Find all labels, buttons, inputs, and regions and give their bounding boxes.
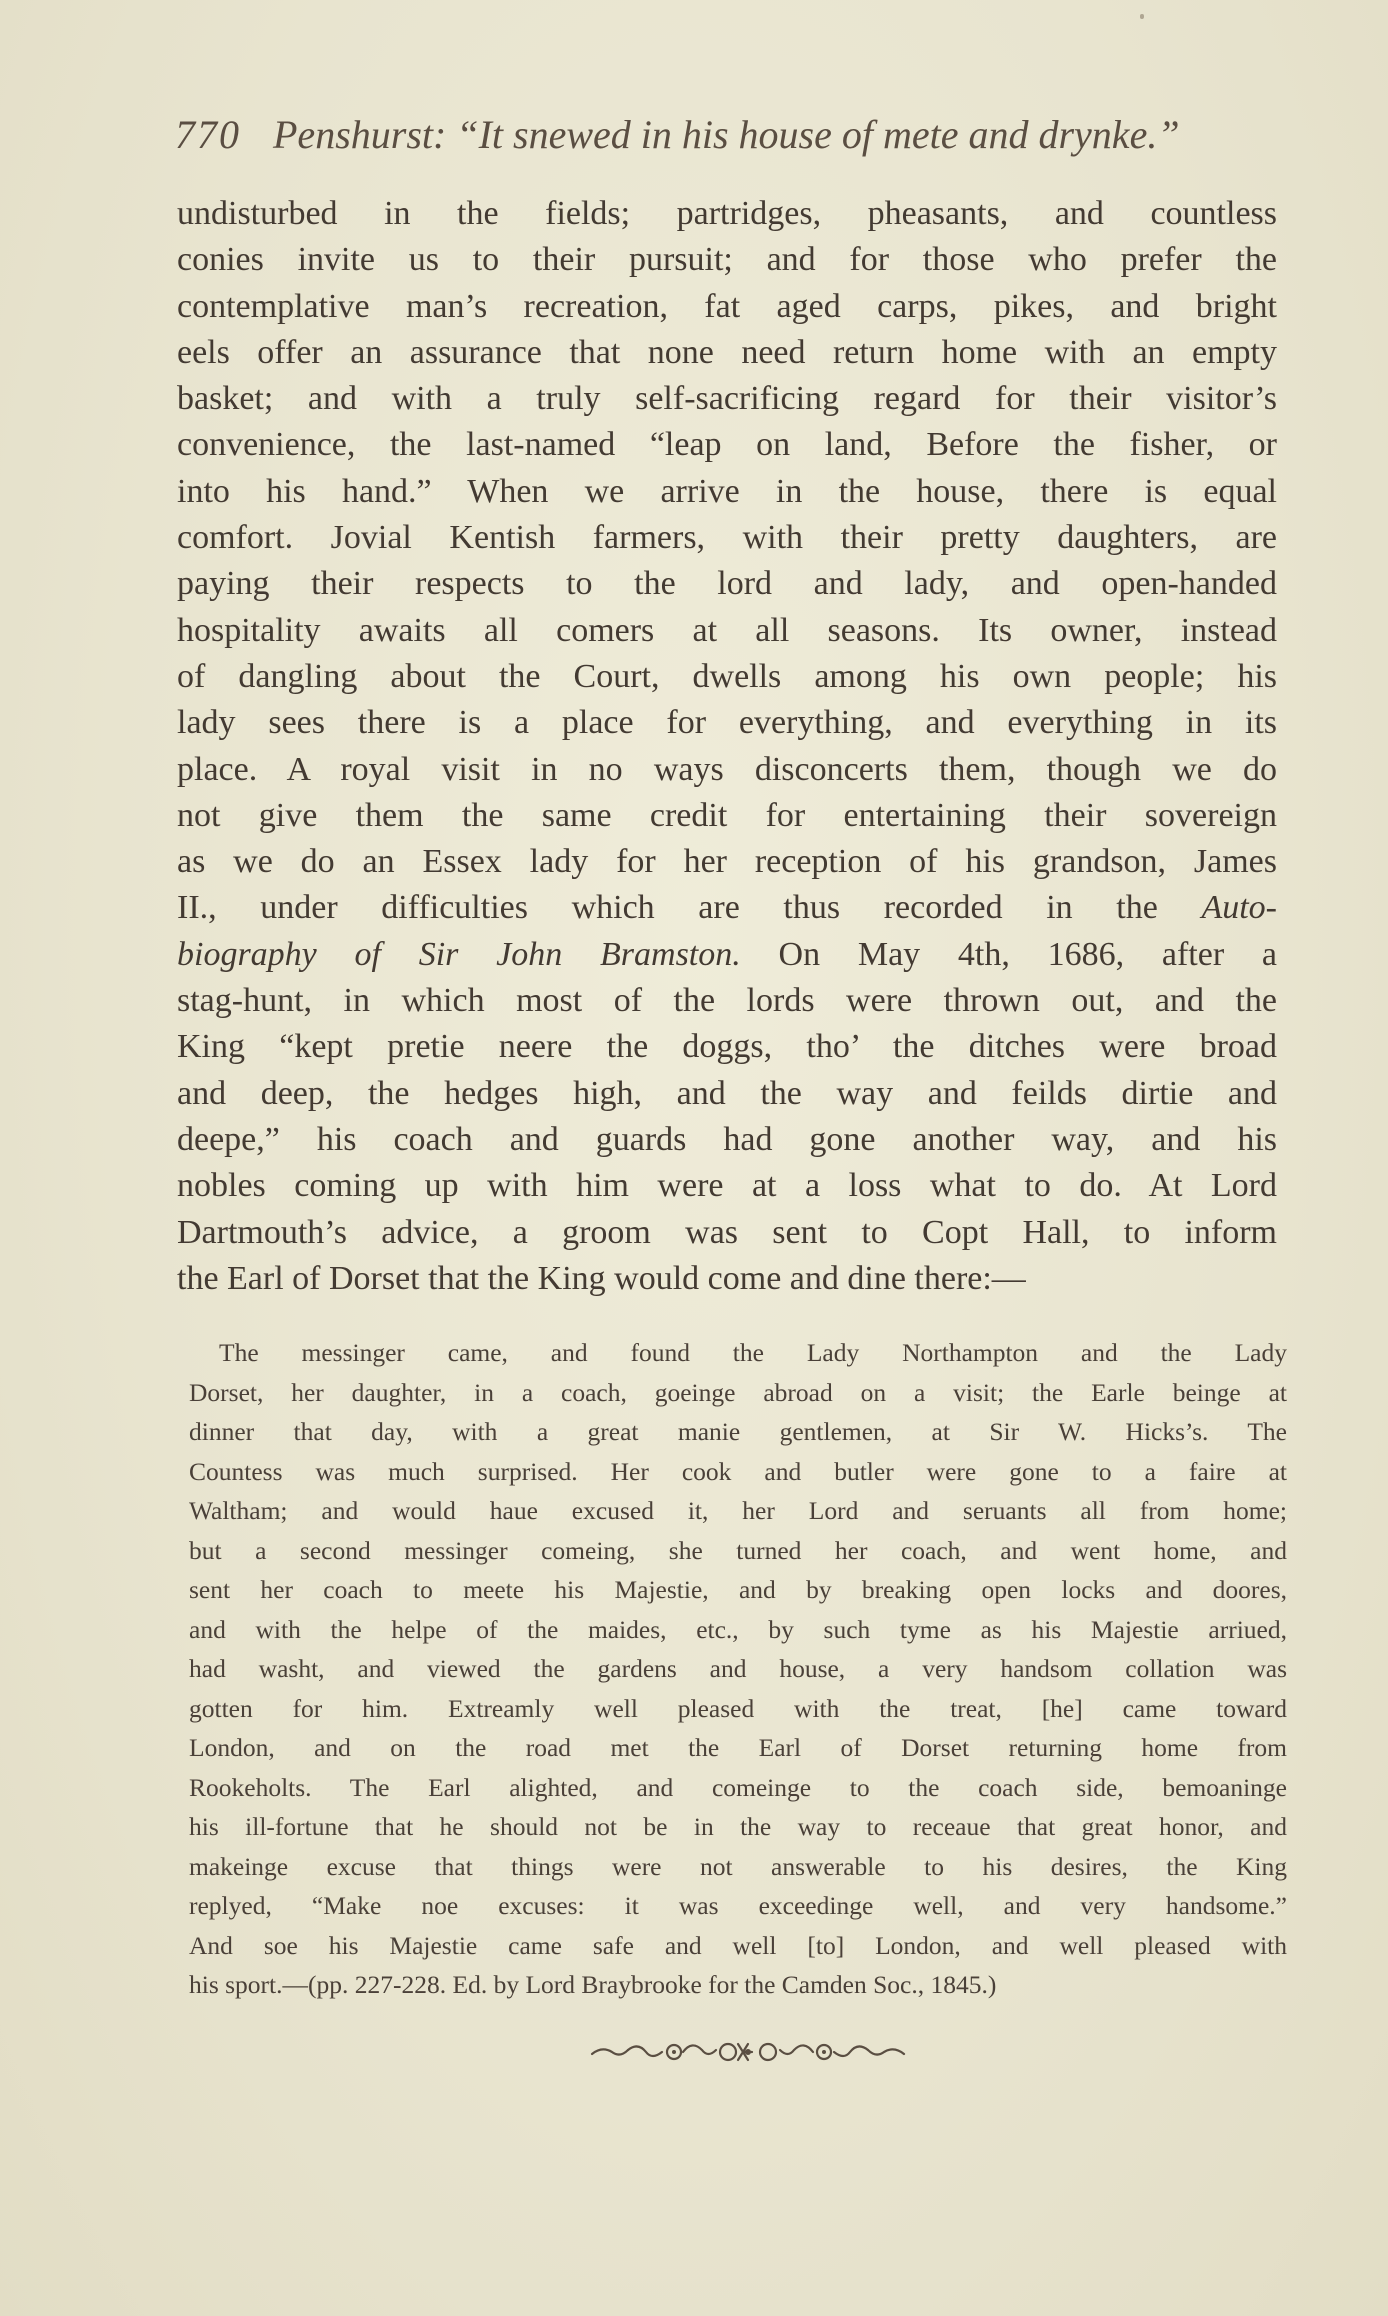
quote-line: his ill-fortune that he should not be in the way to receaue that great honor, and [189,1812,1287,1841]
body-line: basket; and with a truly self-sacrificing regard for their visitor’s [177,380,1277,418]
body-line: comfort. Jovial Kentish farmers, with their pretty daughters, are [177,519,1277,557]
body-line-italic-mixed [177,932,1277,978]
book-title-italic: biography of Sir John Bramston. [177,935,741,973]
quote-line: but a second messinger comeing, she turned her coach, and went home, and [189,1535,1287,1565]
quote-line: London, and on the road met the Earl of Dorset returning home from [189,1733,1287,1762]
body-line: contemplative man’s recreation, fat aged carps, pikes, and bright [177,287,1277,325]
body-line: convenience, the last-named “leap on land, Before the fisher, or [177,426,1277,464]
body-paragraph [177,191,1277,1302]
quote-line: and with the helpe of the maides, etc., by such tyme as his Majestie arriued, [189,1614,1287,1644]
quote-line: had washt, and viewed the gardens and house, a very handsom collation was [189,1654,1287,1683]
body-line: Dartmouth’s advice, a groom was sent to Copt Hall, to inform [177,1213,1277,1251]
quote-line: dinner that day, with a great manie gentlemen, at Sir W. Hicks’s. The [189,1417,1287,1446]
body-line: lady sees there is a place for everything, and everything in its [177,704,1277,742]
body-line: conies invite us to their pursuit; and for those who prefer the [177,241,1277,279]
body-line: undisturbed in the fields; partridges, pheasants, and countless [177,195,1277,232]
quote-line: his sport.—(pp. 227-228. Ed. by Lord Braybrooke for the Camden Soc., 1845.) [189,1970,997,1999]
book-title-italic: Auto- [1201,889,1277,927]
body-text-run: II., under difficulties which are thus recorded in the [177,889,1202,927]
body-line: and deep, the hedges high, and the way and feilds dirtie and [177,1074,1277,1112]
quote-line: sent her coach to meete his Majestie, and by breaking open locks and doores, [189,1575,1287,1604]
quote-line: replyed, “Make noe excuses: it was exceedinge well, and very handsome.” [189,1891,1287,1920]
quote-line: Dorset, her daughter, in a coach, goeinge abroad on a visit; the Earle beinge at [189,1377,1287,1407]
body-line: the Earl of Dorset that the King would come and dine there:— [177,1259,1026,1297]
body-line: not give them the same credit for entertaining their sovereign [177,796,1277,834]
body-line: stag-hunt, in which most of the lords were thrown out, and the [177,982,1277,1020]
body-line: King “kept pretie neere the doggs, tho’ the ditches were broad [177,1028,1277,1066]
quote-line: Countess was much surprised. Her cook and butler were gone to a faire at [189,1456,1287,1486]
quote-line: Rookeholts. The Earl alighted, and comeinge to the coach side, bemoaninge [189,1772,1287,1802]
quote-line: The messinger came, and found the Lady Northampton and the Lady [219,1338,1287,1367]
body-line-italic-mixed [177,885,1277,931]
body-line: as we do an Essex lady for her reception of his grandson, James [177,843,1277,881]
block-quotation [189,1333,1287,2005]
body-line: hospitality awaits all comers at all seasons. Its owner, instead [177,611,1277,649]
page-number: 770 [175,112,241,157]
body-text-run: On May 4th, 1686, after a [740,935,1278,973]
body-line: paying their respects to the lord and lady, and open-handed [177,565,1277,603]
quote-line: gotten for him. Extreamly well pleased with the treat, [he] came toward [189,1693,1287,1723]
body-line: nobles coming up with him were at a loss what to do. At Lord [177,1167,1277,1205]
quote-line: Waltham; and would haue excused it, her Lord and seruants all from home; [189,1496,1287,1525]
body-line: into his hand.” When we arrive in the house, there is equal [177,472,1277,510]
body-line: deepe,” his coach and guards had gone another way, and his [177,1120,1277,1158]
body-line: place. A royal visit in no ways disconcerts them, though we do [177,750,1277,788]
quote-line: makeinge excuse that things were not answerable to his desires, the King [189,1851,1287,1881]
body-line: of dangling about the Court, dwells among his own people; his [177,657,1277,695]
quote-line: And soe his Majestie came safe and well [to] London, and well pleased with [189,1930,1287,1960]
running-title: Penshurst: “It snewed in his house of mete and drynke.” [273,112,1180,157]
body-line: eels offer an assurance that none need return home with an empty [177,333,1277,371]
tailpiece-ornament-icon [588,2032,908,2072]
page-header [175,100,1275,170]
paper-speck [1140,14,1144,19]
